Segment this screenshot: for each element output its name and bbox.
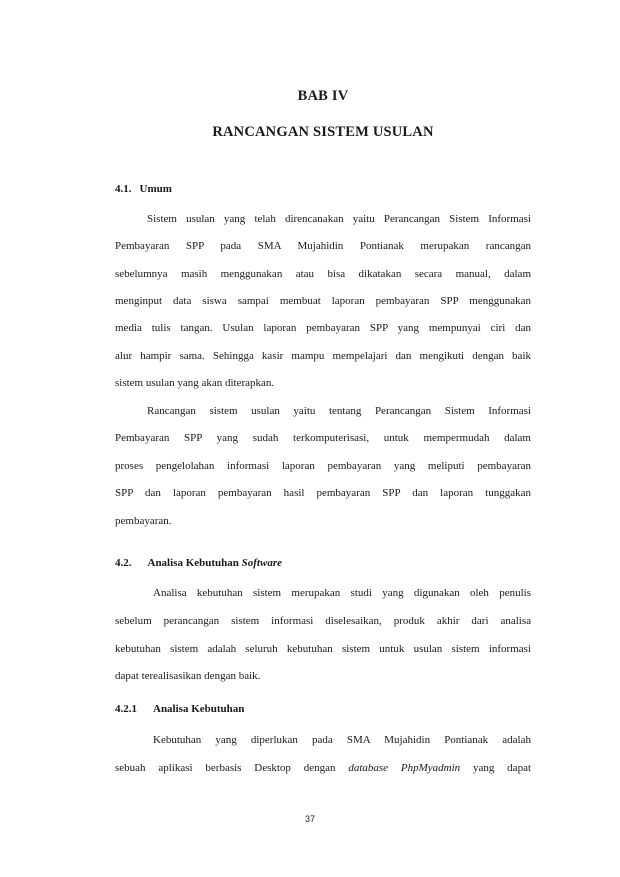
section-heading-4-1 [115,183,172,195]
paragraph-line: Sistem usulan yang telah direncanakan yaitu Perancangan Sistem Informasi [147,213,531,225]
paragraph-line: sebelumnya masih menggunakan atau bisa dikatakan secara manual, dalam [115,268,531,280]
chapter-title: RANCANGAN SISTEM USULAN [212,124,434,140]
italic-term: database PhpMyadmin [348,762,461,774]
paragraph-line: Rancangan sistem usulan yaitu tentang Perancangan Sistem Informasi [147,405,531,417]
text-span: yang dapat [460,762,531,774]
chapter-heading: BAB IV [297,88,349,104]
section-number: 4.2. [115,557,132,569]
section-title: Analisa Kebutuhan [147,557,242,569]
paragraph-line: Pembayaran SPP yang sudah terkomputerisasi, untuk mempermudah dalam [115,432,531,444]
paragraph-line: sistem usulan yang akan diterapkan. [115,377,275,389]
text-span: sebuah aplikasi berbasis Desktop dengan [115,762,349,774]
paragraph-line-mixed [115,761,531,775]
section-heading-4-2 [115,557,282,569]
section-title: Analisa Kebutuhan [153,703,245,715]
paragraph-line: menginput data siswa sampai membuat laporan pembayaran SPP menggunakan [115,295,531,307]
paragraph-line: SPP dan laporan pembayaran hasil pembayaran SPP dan laporan tunggakan [115,487,531,499]
paragraph-line: media tulis tangan. Usulan laporan pembayaran SPP yang mempunyai ciri dan [115,322,531,334]
section-number: 4.2.1 [115,703,137,715]
section-heading-4-2-1 [115,703,244,715]
page-number: 37 [304,814,315,824]
paragraph-line: dapat terealisasikan dengan baik. [115,670,261,682]
section-title: Umum [139,183,172,195]
paragraph-line: Pembayaran SPP pada SMA Mujahidin Pontianak merupakan rancangan [115,240,531,252]
paragraph-line: proses pengelolahan informasi laporan pembayaran yang meliputi pembayaran [115,460,531,472]
paragraph-line: alur hampir sama. Sehingga kasir mampu mempelajari dan mengikuti dengan baik [115,350,531,362]
paragraph-line: sebelum perancangan sistem informasi diselesaikan, produk akhir dari analisa [115,615,531,627]
section-title-italic: Software [241,557,282,569]
paragraph-line: pembayaran. [115,515,172,527]
paragraph-line: Analisa kebutuhan sistem merupakan studi yang digunakan oleh penulis [153,587,531,599]
paragraph-line: Kebutuhan yang diperlukan pada SMA Mujahidin Pontianak adalah [153,734,531,746]
paragraph-line: kebutuhan sistem adalah seluruh kebutuhan sistem untuk usulan sistem informasi [115,643,531,655]
section-number: 4.1. [115,183,132,195]
